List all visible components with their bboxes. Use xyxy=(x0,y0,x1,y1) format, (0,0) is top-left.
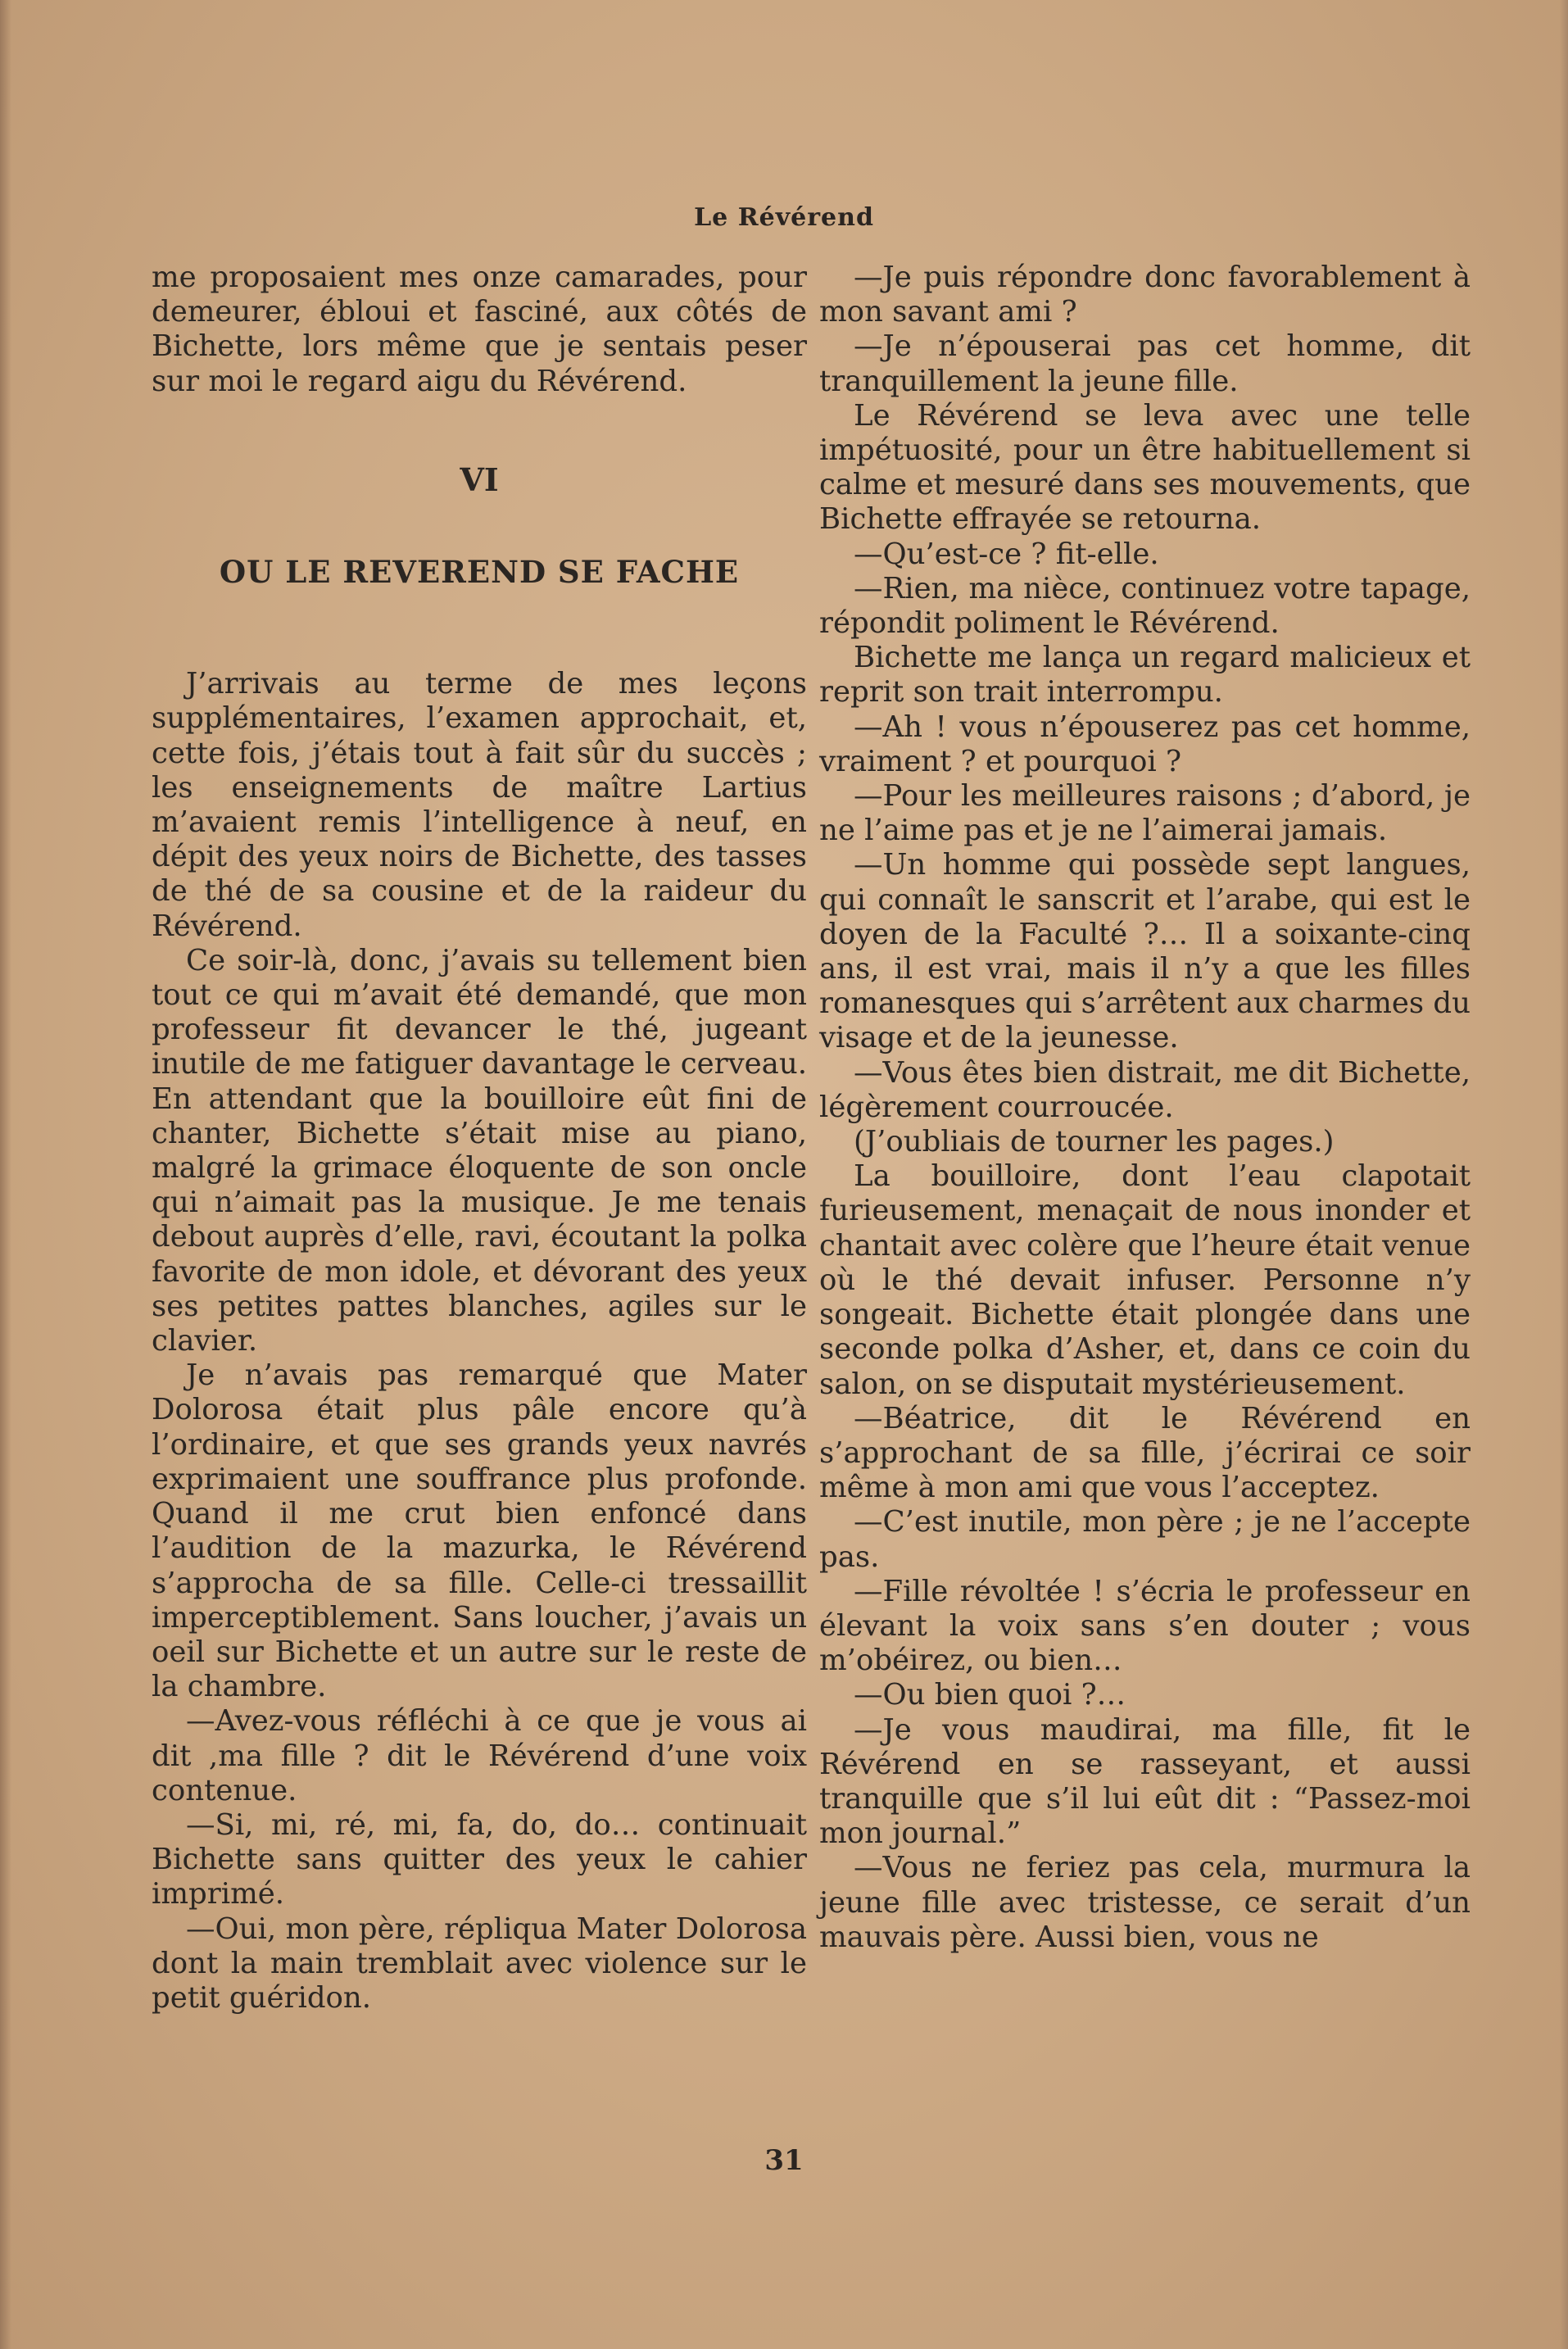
paragraph: Bichette me lança un regard malicieux et reprit son trait interrompu. xyxy=(819,641,1471,710)
paragraph: —Ah ! vous n’épouserez pas cet homme, vraiment ? et pourquoi ? xyxy=(819,710,1471,778)
paragraph: —Je vous maudirai, ma fille, fit le Révérend en se rasseyant, et aussi tranquille que s’il lui eût dit : “Passez-moi mon journal.” xyxy=(819,1712,1471,1851)
paragraph: La bouilloire, dont l’eau clapotait furieusement, menaçait de nous inonder et chantait avec colère que l’heure était venue où le thé devait infuser. Personne n’y songeait. Bichette était plongée dans une seconde polka d’Asher, et, dans ce coin du salon, on se disputait mystérieusement. xyxy=(819,1159,1471,1401)
page-number: 31 xyxy=(764,2144,804,2177)
paragraph: —Rien, ma nièce, continuez votre tapage, répondit poliment le Révérend. xyxy=(819,571,1471,641)
opening-paragraph: me proposaient mes onze camarades, pour demeurer, ébloui et fasciné, aux côtés de Bichette, lors même que je sentais peser sur moi le regard aigu du Révérend. xyxy=(152,261,807,398)
left-column xyxy=(152,261,807,2016)
paragraph: —Qu’est-ce ? fit-elle. xyxy=(854,537,1159,571)
paragraph: (J’oubliais de tourner les pages.) xyxy=(854,1125,1335,1159)
paragraph: —Vous êtes bien distrait, me dit Bichette, légèrement courroucée. xyxy=(819,1055,1471,1124)
paragraph: Ce soir-là, donc, j’avais su tellement bien tout ce qui m’avait été demandé, que mon professeur fit devancer le thé, jugeant inutile de me fatiguer davantage le cerveau. En attendant que la bouilloire eût fini de chanter, Bichette s’était mise au piano, malgré la grimace éloquente de son oncle qui n’aimait pas la musique. Je me tenais debout auprès d’elle, ravi, écoutant la polka favorite de mon idole, et dévorant des yeux ses petites pattes blanches, agiles sur le clavier. xyxy=(152,943,807,1358)
paragraph: —Je n’épouserai pas cet homme, dit tranquillement la jeune fille. xyxy=(819,329,1471,398)
chapter-number: VI xyxy=(460,460,499,498)
page-edge-shadow-right xyxy=(1560,0,1568,2349)
paragraph: —Je puis répondre donc favorablement à mon savant ami ? xyxy=(819,261,1471,329)
paragraph: Je n’avais pas remarqué que Mater Dolorosa était plus pâle encore qu’à l’ordinaire, et que ses grands yeux navrés exprimaient une souffrance plus profonde. Quand il me crut bien enfoncé dans l’audition de la mazurka, le Révérend s’approcha de sa fille. Celle-ci tressaillit imperceptiblement. Sans loucher, j’avais un oeil sur Bichette et un autre sur le reste de la chambre. xyxy=(152,1358,807,1704)
paragraph: —Avez-vous réfléchi à ce que je vous ai dit ,ma fille ? dit le Révérend d’une voix contenue. xyxy=(152,1704,807,1807)
running-title: Le Révérend xyxy=(694,203,874,232)
paragraph: —Si, mi, ré, mi, fa, do, do… continuait Bichette sans quitter des yeux le cahier imprimé. xyxy=(152,1807,807,1911)
paragraph: —Pour les meilleures raisons ; d’abord, je ne l’aime pas et je ne l’aimerai jamais. xyxy=(819,779,1471,848)
paragraph: Le Révérend se leva avec une telle impétuosité, pour un être habituellement si calme et mesuré dans ses mouvements, que Bichette effrayée se retourna. xyxy=(819,398,1471,537)
paragraph: —Béatrice, dit le Révérend en s’approchant de sa fille, j’écrirai ce soir même à mon ami que vous l’acceptez. xyxy=(819,1401,1471,1505)
chapter-title: OU LE REVEREND SE FACHE xyxy=(219,554,740,591)
page-edge-shadow-left xyxy=(0,0,11,2349)
paragraph: —Un homme qui possède sept langues, qui connaît le sanscrit et l’arabe, qui est le doyen de la Faculté ?… Il a soixante-cinq ans, il est vrai, mais il n’y a que les filles romanesques qui s’arrêtent aux charmes du visage et de la jeunesse. xyxy=(819,848,1471,1055)
paragraph: —Fille révoltée ! s’écria le professeur en élevant la voix sans s’en douter ; vous m’obéirez, ou bien… xyxy=(819,1574,1471,1678)
paragraph: —Oui, mon père, répliqua Mater Dolorosa dont la main tremblait avec violence sur le petit guéridon. xyxy=(152,1911,807,2015)
paragraph: —Vous ne feriez pas cela, murmura la jeune fille avec tristesse, ce serait d’un mauvais père. Aussi bien, vous ne xyxy=(819,1851,1471,1954)
right-column xyxy=(819,261,1471,1955)
paragraph: —Ou bien quoi ?… xyxy=(854,1678,1126,1712)
paragraph: —C’est inutile, mon père ; je ne l’accepte pas. xyxy=(819,1505,1471,1574)
paragraph: J’arrivais au terme de mes leçons supplémentaires, l’examen approchait, et, cette fois, j’étais tout à fait sûr du succès ; les enseignements de maître Lartius m’avaient remis l’intelligence à neuf, en dépit des yeux noirs de Bichette, des tasses de thé de sa cousine et de la raideur du Révérend. xyxy=(152,667,807,943)
